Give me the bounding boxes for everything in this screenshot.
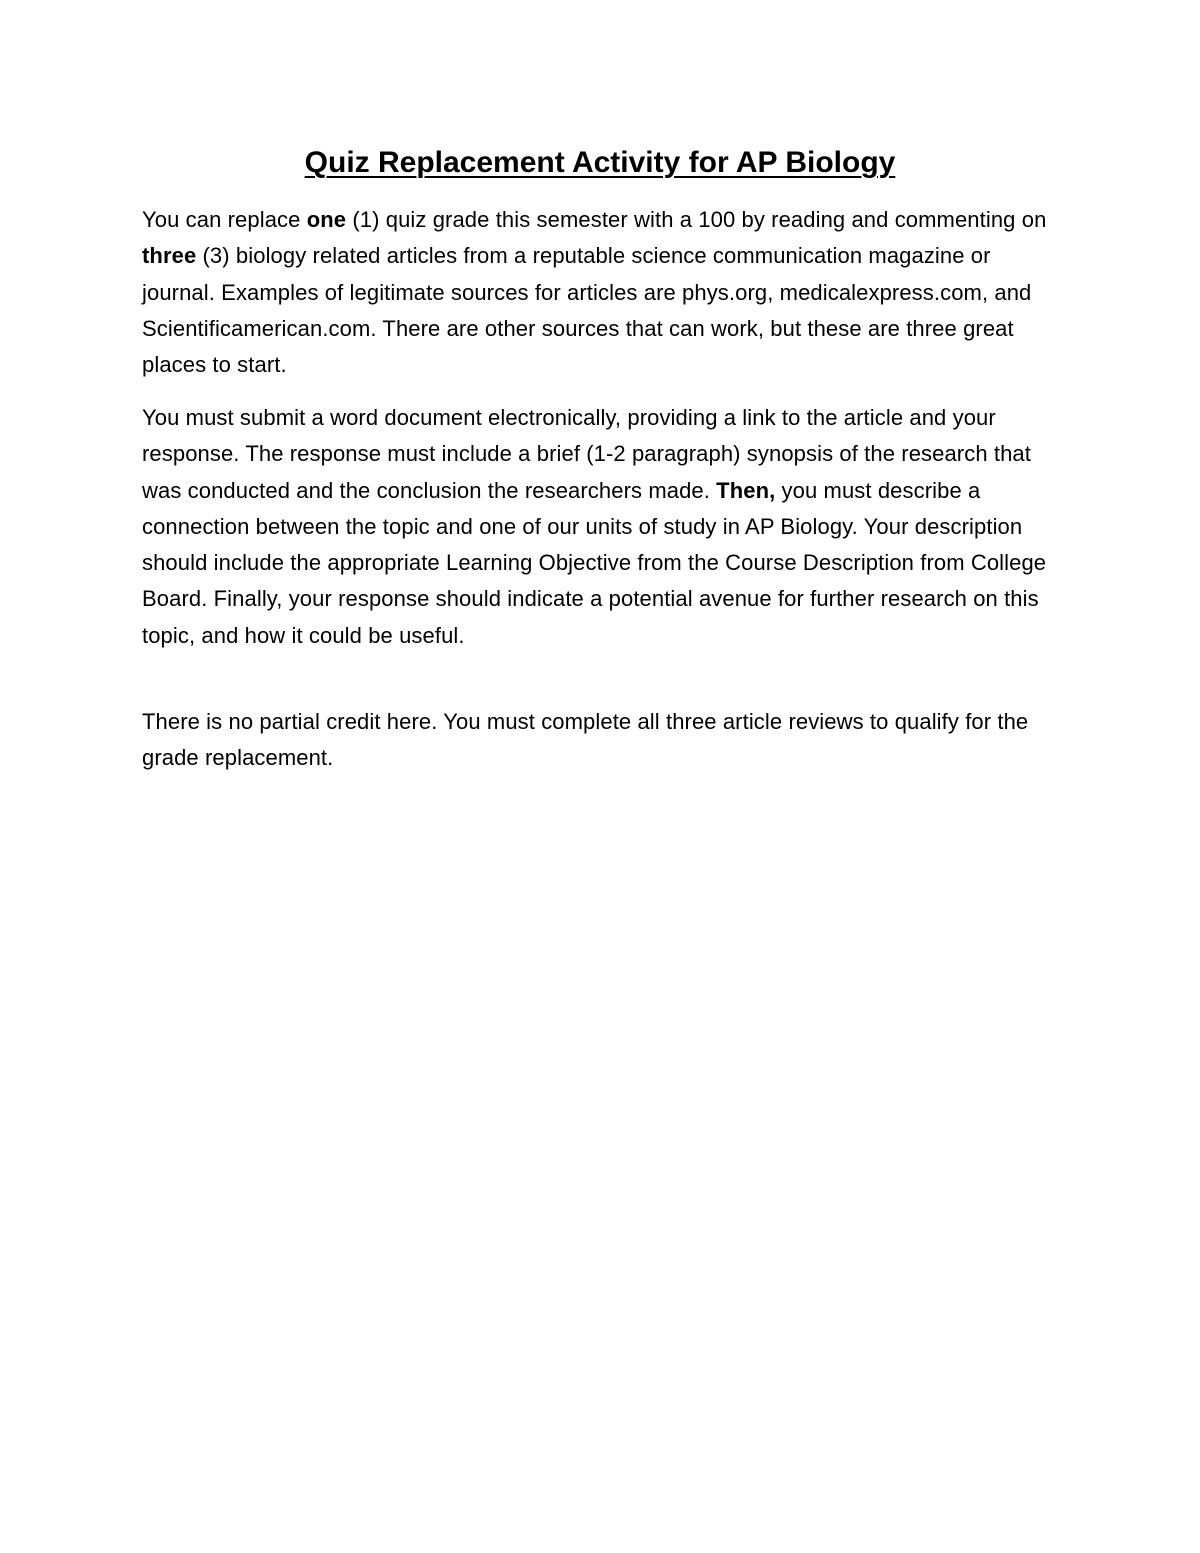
paragraph-2-text-1: You must submit a word document electronically, providing a link to the article and your response. The response must include a brief (1-2 paragraph) synopsis of the research that was conducted and the conclusion the researchers made. [142, 405, 1031, 503]
instructions-paragraph-1 [142, 202, 1062, 383]
paragraph-1-bold-one: one [306, 207, 347, 232]
instructions-paragraph-3: There is no partial credit here. You must complete all three article reviews to qualify for the grade replacement. [142, 709, 1029, 771]
paragraph-1-text-3: (3) biology related articles from a reputable science communication magazine or journal. Examples of legitimate sources for articles are phys.org, medicalexpress.com, and Scientificamerican.com. There are other sources that can work, but these are three great places to start. [142, 243, 1032, 378]
instructions-paragraph-2 [142, 400, 1062, 654]
paragraph-1-text-2: (1) quiz grade this semester with a 100 by reading and commenting on [346, 207, 1047, 232]
paragraph-2-text-2: you must describe a connection between the topic and one of our units of study in AP Biology. Your description should include the appropriate Learning Objective from the Course Description from College Board. Finally, your response should indicate a potential avenue for further research on this topic, and how it could be useful. [142, 477, 1047, 648]
paragraph-1-text-1: You can replace [142, 207, 307, 232]
document-title: Quiz Replacement Activity for AP Biology [304, 146, 896, 179]
paragraph-2-bold-then: Then, [716, 477, 776, 503]
paragraph-1-bold-three: three [142, 243, 197, 269]
